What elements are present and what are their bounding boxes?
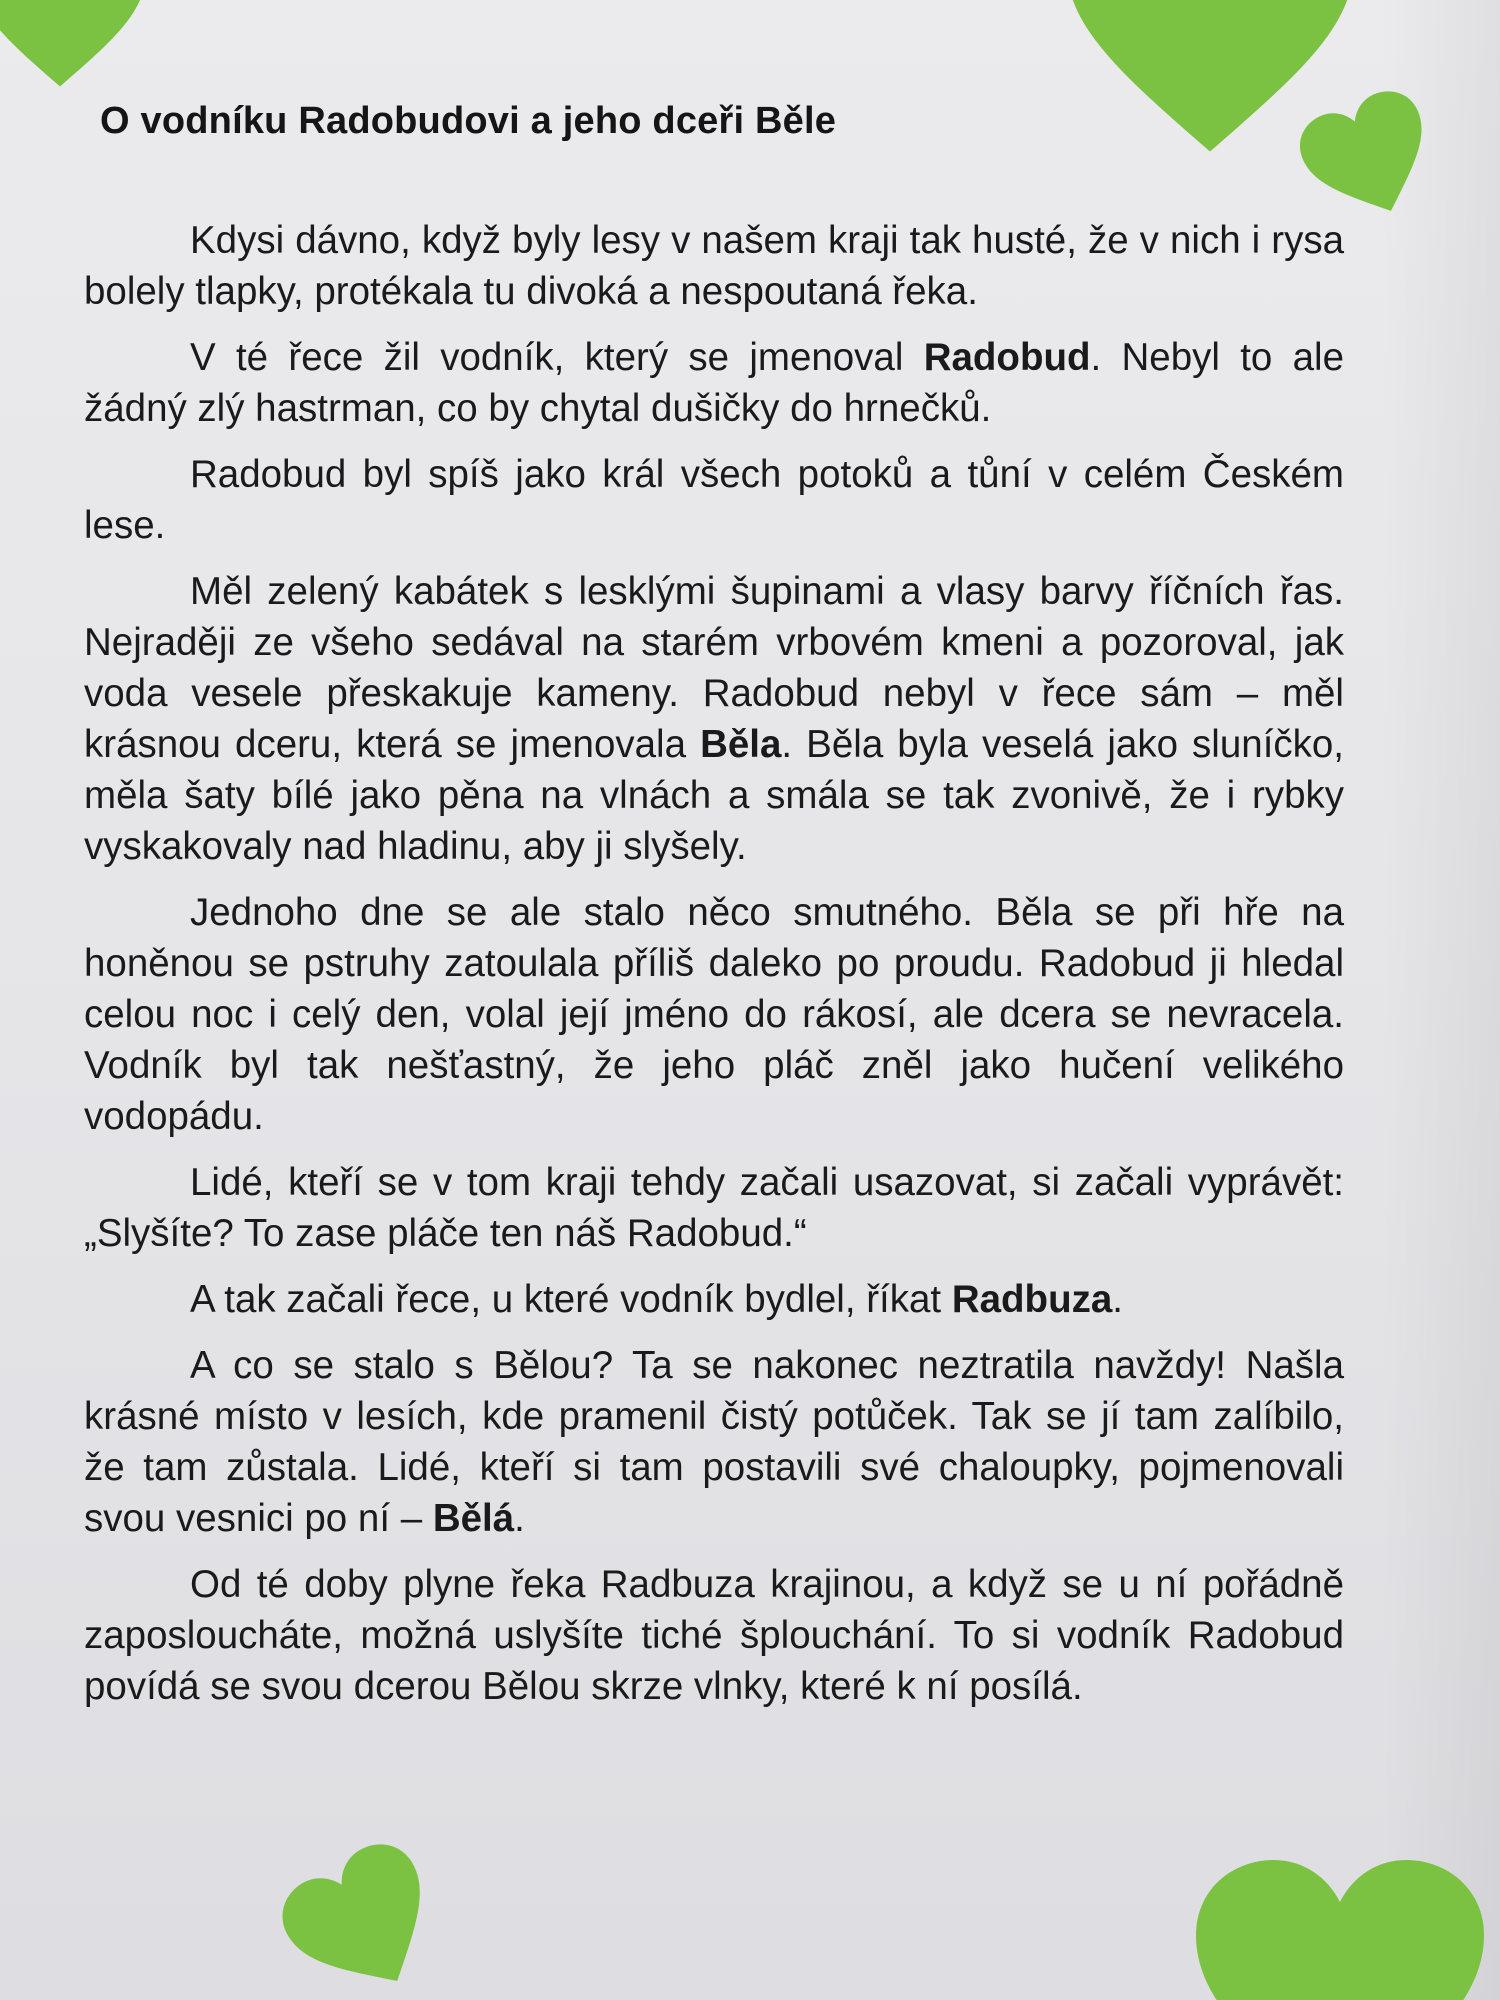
bold-name: Radbuza <box>951 1278 1113 1321</box>
heart-decoration-top-left <box>0 0 150 90</box>
heart-decoration-bottom-right <box>1190 1860 1490 2000</box>
paragraph-9: Od té doby plyne řeka Radbuza krajinou, a když se u ní pořádně zaposloucháte, možná uslyšíte tiché šplouchání. To si vodník Radobud povídá se svou dcerou Bělou skrze vlnky, které k ní posílá. <box>84 1563 1344 1708</box>
paragraph-3: Radobud byl spíš jako král všech potoků a tůní v celém Českém lese. <box>84 453 1344 547</box>
paragraph-5: Jednoho dne se ale stalo něco smutného. Běla se při hře na honěnou se pstruhy zatoulala příliš daleko po proudu. Radobud ji hledal celou noc i celý den, volal její jméno do rákosí, ale dcera se nevracela. Vodník byl tak nešťastný, že jeho pláč zněl jako hučení velikého vodopádu. <box>84 891 1344 1138</box>
heart-decoration-bottom-center <box>265 1827 465 2000</box>
paragraph-8: A co se stalo s Bělou? Ta se nakonec neztratila navždy! Našla krásné místo v lesích, kde pramenil čistý potůček. Tak se jí tam zalíbilo, že tam zůstala. Lidé, kteří si tam postavili své chaloupky, pojmenovali svou vesnici po ní – Bělá. <box>84 1344 1344 1540</box>
bold-name: Radobud <box>923 336 1091 379</box>
paragraph-6: Lidé, kteří se v tom kraji tehdy začali usazovat, si začali vyprávět: „Slyšíte? To zase pláče ten náš Radobud.“ <box>84 1161 1344 1255</box>
bold-name: Běla <box>700 723 782 766</box>
paragraph-1: Kdysi dávno, když byly lesy v našem kraji tak husté, že v nich i rysa bolely tlapky, protékala tu divoká a nespoutaná řeka. <box>84 219 1344 313</box>
paragraph-7: A tak začali řece, u které vodník bydlel, říkat Radbuza. <box>190 1278 1123 1321</box>
story-text <box>84 215 1344 1727</box>
page-shadow <box>1380 0 1500 2000</box>
bold-name: Bělá <box>432 1497 515 1540</box>
paragraph-4: Měl zelený kabátek s lesklými šupinami a vlasy barvy říčních řas. Nejraději ze všeho sedával na starém vrbovém kmeni a pozoroval, jak voda vesele přeskakuje kameny. Radobud nebyl v řece sám – měl krásnou dceru, která se jmenovala Běla. Běla byla veselá jako sluníčko, měla šaty bílé jako pěna na vlnách a smála se tak zvonivě, že i rybky vyskakovaly nad hladinu, aby ji slyšely. <box>84 570 1344 868</box>
page-title: O vodníku Radobudovi a jeho dceři Běle <box>100 100 837 142</box>
paragraph-2: V té řece žil vodník, který se jmenoval Radobud. Nebyl to ale žádný zlý hastrman, co by chytal dušičky do hrnečků. <box>84 336 1345 430</box>
